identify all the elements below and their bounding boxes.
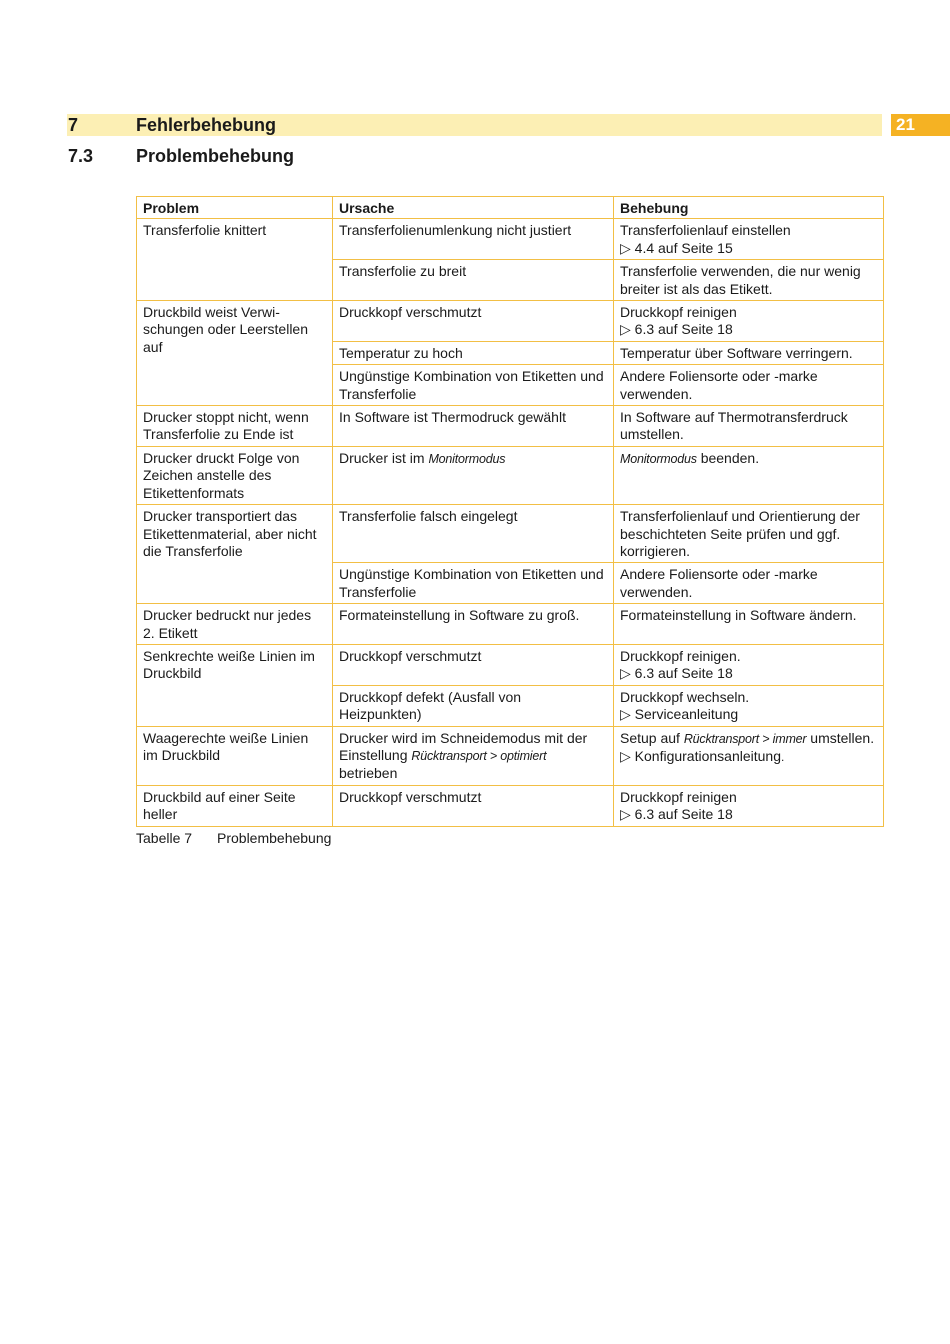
problem-cell: Drucker stoppt nicht, wenn Transferfolie zu Ende ist [137, 406, 333, 447]
table-row [137, 604, 884, 645]
cause-cell [333, 726, 614, 785]
mode-term: Monitormodus [428, 451, 506, 466]
table-row [137, 406, 884, 447]
cause-cell: Druckkopf verschmutzt [333, 644, 614, 685]
fix-cell: Transferfolienlauf und Orientierung der beschichteten Seite prüfen und ggf. korrigieren. [614, 505, 884, 563]
cause-cell: Transferfolienumlenkung nicht justiert [333, 219, 614, 260]
cause-cell: Formateinstellung in Software zu groß. [333, 604, 614, 645]
cause-cell: Druckkopf verschmutzt [333, 301, 614, 342]
problem-cell: Drucker transportiert das Etikettenmaterial, aber nicht die Transferfolie [137, 505, 333, 604]
table-row [137, 644, 884, 685]
problem-cell: Senkrechte weiße Linien im Druckbild [137, 644, 333, 726]
table-row [137, 785, 884, 826]
caption-label: Tabelle 7 [136, 830, 193, 846]
fix-text: Druckkopf wechseln. [620, 688, 750, 705]
fix-text: Druckkopf reinigen [620, 788, 737, 805]
table-row [137, 301, 884, 342]
fix-cell [614, 726, 884, 785]
column-header-fix: Behebung [614, 197, 884, 219]
problem-cell: Drucker druckt Folge von Zeichen anstelle des Etikettenformats [137, 446, 333, 504]
page-reference: ▷ 6.3 auf Seite 18 [620, 321, 733, 338]
table-row [137, 505, 884, 563]
fix-text: Transferfolienlauf einstellen [620, 222, 791, 239]
cause-cell: Druckkopf defekt (Ausfall von Heizpunkten) [333, 685, 614, 726]
cause-text: betrieben [339, 765, 398, 782]
table-row [137, 219, 884, 260]
column-header-problem: Problem [137, 197, 333, 219]
fix-cell [614, 219, 884, 260]
fix-text: Setup auf Rücktransport > immer umstellen. [620, 729, 875, 746]
cause-cell: Ungünstige Kombination von Etiketten und Transferfolie [333, 365, 614, 406]
fix-cell [614, 785, 884, 826]
fix-cell: Transferfolie verwenden, die nur wenig breiter ist als das Etikett. [614, 260, 884, 301]
table-caption [136, 830, 332, 846]
cause-text: Drucker wird im Schneidemodus mit der Einstellung [339, 729, 588, 763]
page-reference: ▷ 4.4 auf Seite 15 [620, 239, 733, 256]
page-number-badge: 21 [891, 114, 950, 136]
chapter-title: Fehlerbehebung [136, 115, 277, 135]
problem-cell: Waagerechte weiße Linien im Druckbild [137, 726, 333, 785]
caption-title: Problembehebung [217, 830, 332, 846]
fix-cell [614, 446, 884, 504]
cause-cell: Ungünstige Kombination von Etiketten und Transferfolie [333, 563, 614, 604]
manual-reference: ▷ Konfigurationsanleitung. [620, 747, 785, 764]
cause-cell: Druckkopf verschmutzt [333, 785, 614, 826]
table-row [137, 446, 884, 504]
cause-cell [333, 446, 614, 504]
problem-cell: Druckbild auf einer Seite heller [137, 785, 333, 826]
table-header-row [137, 197, 884, 219]
section-number: 7.3 [68, 146, 94, 166]
fix-text: beenden. [700, 449, 760, 466]
fix-text: Druckkopf reinigen. [620, 647, 741, 664]
cause-text: Drucker ist im [339, 449, 425, 466]
page-reference: ▷ 6.3 auf Seite 18 [620, 665, 733, 682]
setting-term: Rücktransport > immer [683, 731, 807, 746]
fix-cell [614, 685, 884, 726]
problem-cell: Transferfolie knittert [137, 219, 333, 301]
cause-cell: Temperatur zu hoch [333, 341, 614, 364]
fix-cell: In Software auf Thermotransferdruck umstellen. [614, 406, 884, 447]
cause-cell: In Software ist Thermodruck gewählt [333, 406, 614, 447]
fix-cell: Formateinstellung in Software ändern. [614, 604, 884, 645]
fix-cell [614, 644, 884, 685]
problem-cell: Druckbild weist Verwi-schungen oder Leerstellen auf [137, 301, 333, 406]
fix-text: Druckkopf reinigen [620, 304, 737, 321]
setting-term: Rücktransport > optimiert [411, 748, 547, 763]
cause-cell: Transferfolie falsch eingelegt [333, 505, 614, 563]
fix-cell: Temperatur über Software verringern. [614, 341, 884, 364]
fix-cell [614, 301, 884, 342]
manual-reference: ▷ Serviceanleitung [620, 706, 739, 723]
mode-term: Monitormodus [620, 451, 697, 466]
troubleshooting-table [136, 196, 884, 827]
chapter-number: 7 [68, 115, 79, 135]
table-row [137, 726, 884, 785]
fix-cell: Andere Foliensorte oder -marke verwenden. [614, 563, 884, 604]
page-reference: ▷ 6.3 auf Seite 18 [620, 806, 733, 823]
fix-cell: Andere Foliensorte oder -marke verwenden. [614, 365, 884, 406]
column-header-cause: Ursache [333, 197, 614, 219]
section-title: Problembehebung [136, 146, 295, 166]
problem-cell: Drucker bedruckt nur jedes 2. Etikett [137, 604, 333, 645]
cause-cell: Transferfolie zu breit [333, 260, 614, 301]
